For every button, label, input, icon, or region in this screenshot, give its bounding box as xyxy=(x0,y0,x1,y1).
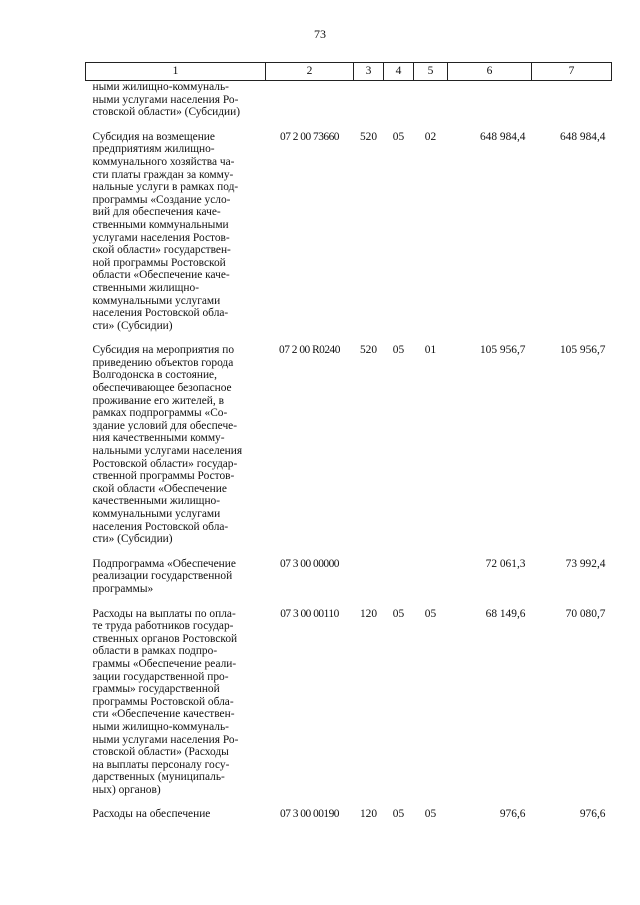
row-target-code: 07 3 00 00110 xyxy=(280,607,339,620)
row-expense-type: 520 xyxy=(359,344,378,357)
row-description xyxy=(86,796,266,821)
row-target-code: 07 2 00 73660 xyxy=(280,130,339,143)
description-line: рамках подпрограммы «Со- xyxy=(92,407,228,420)
row-amount-year-2: 73 992,4 xyxy=(565,557,606,570)
description-line: Ростовской области» государ- xyxy=(92,457,238,470)
description-line: коммунальными услугами xyxy=(92,508,221,520)
description-line: сти» (Субсидии) xyxy=(92,319,173,332)
description-line: ными жилищно-коммуналь- xyxy=(92,720,229,733)
description-line: те труда работников государ- xyxy=(92,620,234,633)
row-expense-type: 520 xyxy=(359,130,378,143)
row-subsection: 05 xyxy=(424,808,437,821)
description-line: ными услугами населения Ро- xyxy=(92,733,239,746)
description-line: коммунального хозяйства ча- xyxy=(92,155,235,168)
row-section: 05 xyxy=(392,344,405,357)
description-line: населения Ростовской обла- xyxy=(92,520,229,533)
row-description xyxy=(86,81,266,119)
description-line: Волгодонска в состояние, xyxy=(92,369,217,382)
row-amount-year-1: 105 956,7 xyxy=(479,344,526,357)
description-line: ственной программы Ростов- xyxy=(92,470,235,483)
table-row xyxy=(86,596,612,797)
description-line: ственных органов Ростовской xyxy=(92,632,238,645)
header-col-3: 3 xyxy=(354,63,384,81)
header-col-7: 7 xyxy=(532,63,612,81)
description-line: программы «Создание усло- xyxy=(92,193,231,206)
row-subsection xyxy=(414,546,448,596)
description-line: ными жилищно-коммуналь- xyxy=(92,81,229,93)
description-line: Расходы на обеспечение xyxy=(92,808,211,821)
row-amount-year-2: 976,6 xyxy=(579,808,606,821)
row-subsection: 01 xyxy=(424,344,437,357)
row-expense-type: 120 xyxy=(359,607,378,620)
description-line: ной программы Ростовской xyxy=(92,256,226,269)
description-line: на выплаты персоналу госу- xyxy=(92,758,230,771)
row-description xyxy=(86,596,266,797)
row-target-code: 07 3 00 00190 xyxy=(280,808,339,821)
row-section: 05 xyxy=(392,808,405,821)
description-line: обеспечивающее безопасное xyxy=(92,382,232,395)
description-line: Подпрограмма «Обеспечение xyxy=(92,557,236,570)
description-line: сти» (Субсидии) xyxy=(92,533,173,546)
description-line: предприятиям жилищно- xyxy=(92,143,215,156)
row-section: 05 xyxy=(392,607,405,620)
row-amount-year-2: 648 984,4 xyxy=(559,130,606,143)
row-amount-year-1: 68 149,6 xyxy=(485,607,526,620)
row-section: 05 xyxy=(392,130,405,143)
row-description xyxy=(86,546,266,596)
description-line: ской области» государствен- xyxy=(92,244,231,257)
description-line: ственными жилищно- xyxy=(92,281,199,294)
description-line: ственными коммунальными xyxy=(92,218,229,231)
row-amount-year-1: 648 984,4 xyxy=(479,130,526,143)
description-line: стовской области» (Субсидии) xyxy=(92,106,241,119)
description-line: услугами населения Ростов- xyxy=(92,231,230,244)
description-line: сти «Обеспечение качествен- xyxy=(92,708,235,721)
description-line: ных) органов) xyxy=(92,783,161,796)
row-amount-year-2: 70 080,7 xyxy=(565,607,606,620)
description-line: ния качественными комму- xyxy=(92,432,225,445)
description-line: стовской области» (Расходы xyxy=(92,746,229,759)
header-col-5: 5 xyxy=(414,63,448,81)
budget-table xyxy=(85,62,612,821)
row-expense-type: 120 xyxy=(359,808,378,821)
description-line: нальные услуги в рамках под- xyxy=(92,181,239,194)
description-line: ской области «Обеспечение xyxy=(92,482,227,495)
header-col-1: 1 xyxy=(86,63,266,81)
description-line: населения Ростовской обла- xyxy=(92,307,229,320)
table-body xyxy=(86,81,612,822)
table-row xyxy=(86,119,612,333)
description-line: вий для обеспечения каче- xyxy=(92,206,221,219)
description-line: приведению объектов города xyxy=(92,356,234,369)
row-target-code: 07 3 00 00000 xyxy=(280,557,339,570)
table-row-continuation xyxy=(86,81,612,119)
description-line: качественными жилищно- xyxy=(92,495,221,508)
description-line: области в рамках подпро- xyxy=(92,645,218,658)
description-line: граммы» государственной xyxy=(92,683,220,696)
row-subsection: 02 xyxy=(424,130,437,143)
description-line: программы» xyxy=(92,582,154,595)
page-number: 73 xyxy=(314,27,326,41)
description-line: Расходы на выплаты по опла- xyxy=(92,607,236,620)
description-line: проживание его жителей, в xyxy=(92,394,224,407)
row-amount-year-1: 976,6 xyxy=(499,808,526,821)
row-section xyxy=(384,546,414,596)
description-line: Субсидия на возмещение xyxy=(92,130,215,143)
row-target-code: 07 2 00 R0240 xyxy=(279,344,340,357)
header-col-4: 4 xyxy=(384,63,414,81)
header-col-6: 6 xyxy=(448,63,532,81)
table-row xyxy=(86,796,612,821)
description-line: сти платы граждан за комму- xyxy=(92,168,234,181)
table-row xyxy=(86,332,612,546)
table-row xyxy=(86,546,612,596)
description-line: здание условий для обеспече- xyxy=(92,419,238,432)
description-line: дарственных (муниципаль- xyxy=(92,771,225,784)
description-line: коммунальными услугами xyxy=(92,294,221,307)
description-line: граммы «Обеспечение реали- xyxy=(92,657,237,670)
table-header xyxy=(86,63,612,81)
row-description xyxy=(86,332,266,546)
row-amount-year-1: 72 061,3 xyxy=(485,557,526,570)
description-line: ными услугами населения Ро- xyxy=(92,93,239,106)
description-line: зации государственной про- xyxy=(92,670,229,683)
description-line: Субсидия на мероприятия по xyxy=(92,344,235,357)
header-col-2: 2 xyxy=(266,63,354,81)
row-expense-type xyxy=(354,546,384,596)
row-amount-year-2: 105 956,7 xyxy=(559,344,606,357)
row-subsection: 05 xyxy=(424,607,437,620)
row-description xyxy=(86,119,266,333)
description-line: программы Ростовской обла- xyxy=(92,695,234,708)
description-line: нальными услугами населения xyxy=(92,445,243,458)
description-line: реализации государственной xyxy=(92,570,233,583)
description-line: области «Обеспечение каче- xyxy=(92,269,230,282)
